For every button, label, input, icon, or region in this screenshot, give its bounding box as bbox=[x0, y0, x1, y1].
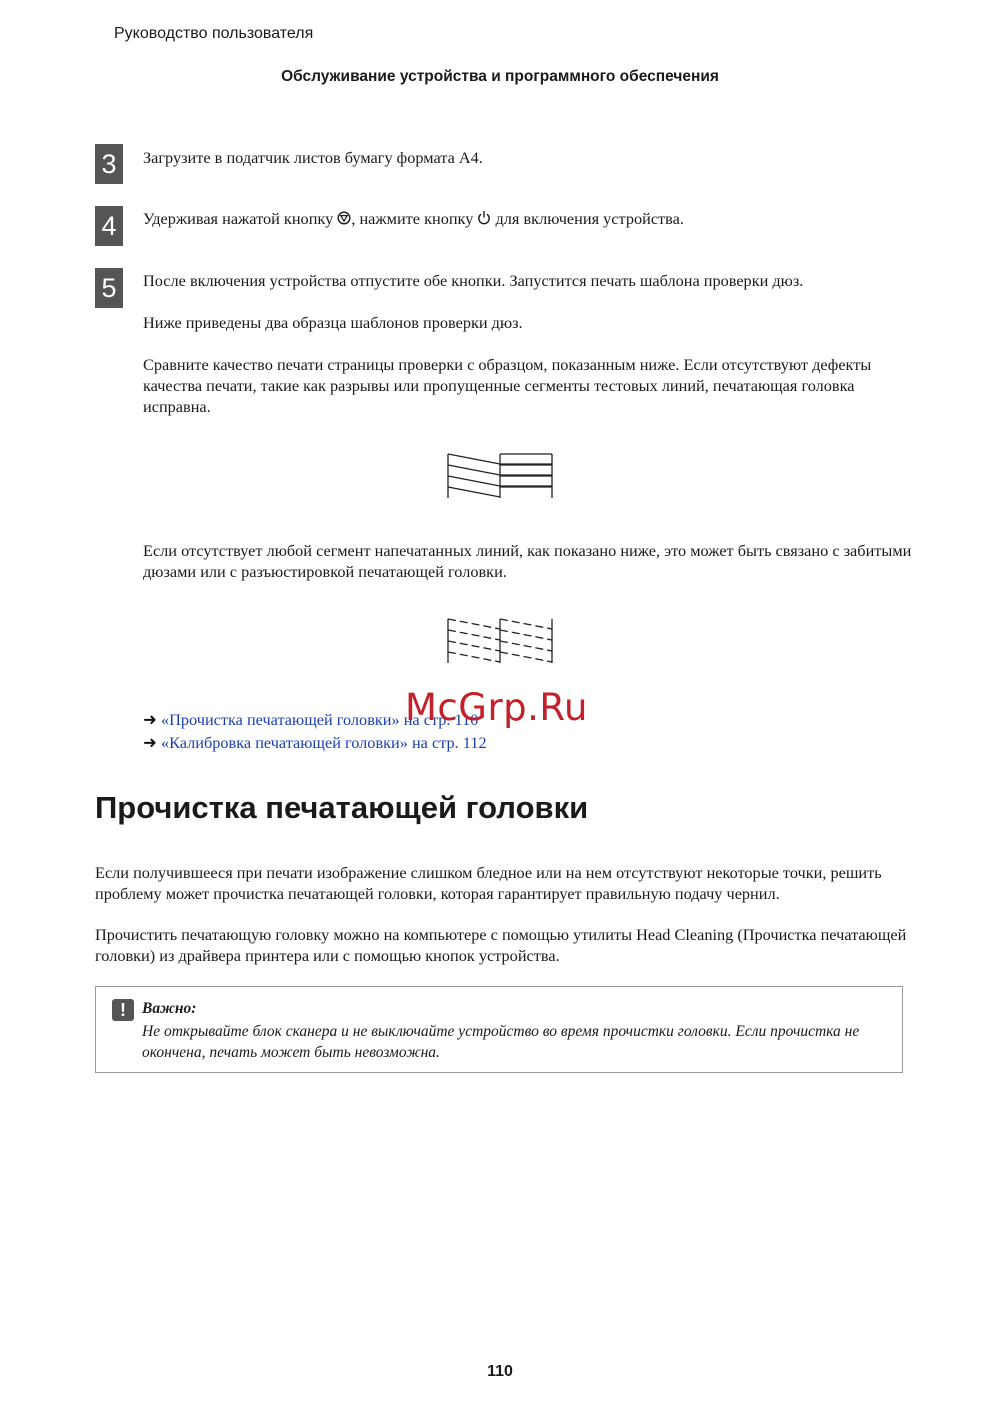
step-number-3: 3 bbox=[95, 144, 123, 184]
section-title: Прочистка печатающей головки bbox=[95, 790, 589, 825]
step-4-text-before: Удерживая нажатой кнопку bbox=[143, 209, 338, 228]
nozzle-check-pattern-good bbox=[446, 452, 554, 500]
page-number: 110 bbox=[487, 1363, 513, 1380]
missing-segments-paragraph: Если отсутствует любой сегмент напечатанных линий, как показано ниже, это может быть связано с забитыми дюзами или с разъюстировкой печатающей головки. bbox=[143, 541, 912, 581]
important-text: Не открывайте блок сканера и не выключайте устройство во время прочистки головки. Если прочистка не окончена, печать может быть невозможна. bbox=[142, 1023, 860, 1061]
section-header: Обслуживание устройства и программного обеспечения bbox=[281, 68, 719, 85]
step-4-text-middle: , нажмите кнопку bbox=[351, 209, 478, 228]
stop-button-icon bbox=[337, 211, 351, 225]
arrow-right-icon: ➜ bbox=[143, 710, 157, 729]
arrow-right-icon: ➜ bbox=[143, 733, 157, 752]
samples-paragraph: Ниже приведены два образца шаблонов проверки дюз. bbox=[143, 313, 523, 332]
section-paragraph-1: Если получившееся при печати изображение слишком бледное или на нем отсутствуют некоторые точки, решить проблему может прочистка печатающей головки, которая гарантирует правильную подачу чернил. bbox=[95, 863, 882, 903]
section-paragraph-2: Прочистить печатающую головку можно на компьютере с помощью утилиты Head Cleaning (Прочистка печатающей головки) из драйвера принтера или с помощью кнопок устройства. bbox=[95, 925, 907, 965]
step-5-text: После включения устройства отпустите обе кнопки. Запустится печать шаблона проверки дюз. bbox=[143, 271, 804, 290]
link-head-alignment-text[interactable]: «Калибровка печатающей головки» на стр. 112 bbox=[161, 733, 487, 752]
power-button-icon bbox=[477, 210, 491, 225]
step-number-4: 4 bbox=[95, 206, 123, 246]
compare-paragraph: Сравните качество печати страницы проверки с образцом, показанным ниже. Если отсутствуют дефекты качества печати, такие как разрывы или пропущенные сегменты тестовых линий, печатающая головка исправна. bbox=[143, 355, 872, 416]
nozzle-check-pattern-bad bbox=[446, 617, 554, 665]
link-head-cleaning-text[interactable]: «Прочистка печатающей головки» на стр. 110 bbox=[161, 710, 479, 729]
document-title: Руководство пользователя bbox=[114, 25, 314, 42]
important-note-box bbox=[95, 986, 903, 1073]
warning-icon: ! bbox=[112, 999, 134, 1021]
link-head-alignment[interactable] bbox=[143, 732, 487, 753]
step-3-text: Загрузите в податчик листов бумагу формата A4. bbox=[143, 148, 483, 167]
step-4-text bbox=[143, 208, 684, 229]
important-title: Важно: bbox=[142, 1000, 197, 1017]
step-4-text-after: для включения устройства. bbox=[491, 209, 684, 228]
step-number-5: 5 bbox=[95, 268, 123, 308]
watermark: McGrp.Ru bbox=[405, 686, 588, 729]
